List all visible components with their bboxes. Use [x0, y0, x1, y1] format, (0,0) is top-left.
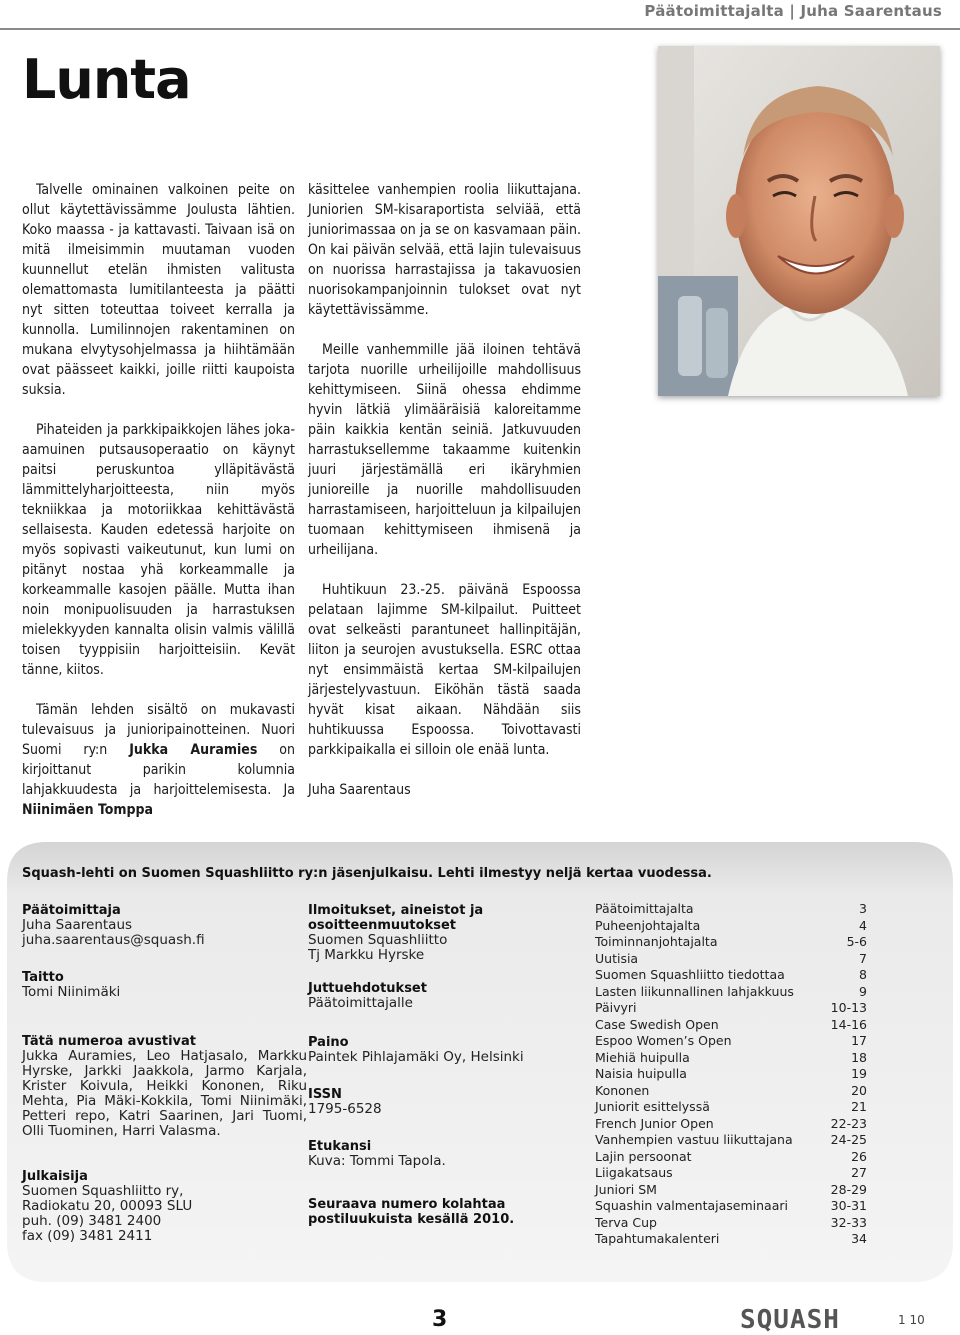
toc-title: Miehiä huipulla	[595, 1049, 690, 1065]
person-name: Jukka Auramies	[129, 742, 258, 758]
author-photo-image	[658, 46, 940, 396]
article-paragraph: Huhtikuun 23.-25. päivänä Espoossa pelataan lajimme SM-kilpailut. Puitteet ovat selkeästi parantuneet hallinpitäjän, liiton ja seurojen avustuksella. ESRC ottaa nyt ensimmäistä kertaa SM-kilpailujen järjestelyvastuun. Eiköhän tästä saada hyvät kisat aikaan. Nähdään siis huhtikuussa Espoossa. Toivottavasti parkkipaikalla ei silloin ole enää lunta.	[308, 582, 581, 758]
colophon-suggestions	[308, 981, 583, 1011]
article-paragraph: Talvelle ominainen valkoinen peite on ollut käytettävissämme Joulusta lähtien. Koko maassa - ja kattavasti. Taivaan isä on mitä ilmeisimmin muutaman vuoden kuunnellut etelän ihmisten valitusta olemattomasta lumitilanteesta ja päätti nyt sitten toteuttaa toiveet kerralla ja kunnolla. Lumilinnojen rakentaminen on mukana elvytysohjelmassa ja hiihtämään ovat päässeet kaikki, joille riitti kaupoista suksia.	[22, 182, 295, 398]
colophon-value: Suomen Squashliitto	[308, 932, 448, 948]
article-paragraph: Meille vanhemmille jää iloinen tehtävä tarjota nuorille urheilijoille mahdollisuus kehittymiseen. Siinä ohessa ehdimme hyvin lätkiä ylimääräisiä kaloreitamme päin kaikkia kentän seiniä. Jatkuvuuden harrastuksellemme takaamme kuitenkin juuri järjestämällä eri ikäryhmien junioreille ja nuorille mahdollisuuden harrastamiseen, harjoitteluun ja kilpailujen tuomaan kehittymiseen ihmisenä ja urheilijana.	[308, 342, 581, 558]
toc-title: Päätoimittajalta	[595, 901, 694, 916]
colophon-label: Etukansi	[308, 1139, 372, 1154]
colophon-cover	[308, 1139, 583, 1169]
toc-row	[595, 1149, 867, 1166]
article-title: Lunta	[22, 48, 191, 111]
colophon-label: Päätoimittaja	[22, 903, 121, 918]
colophon-issn	[308, 1087, 583, 1117]
toc-row	[595, 1231, 867, 1248]
toc-page: 30-31	[830, 1198, 867, 1213]
toc-page: 32-33	[830, 1214, 867, 1230]
toc-row	[595, 1033, 867, 1050]
toc-page: 9	[859, 983, 867, 999]
toc-page: 34	[851, 1231, 867, 1246]
toc-row	[595, 1017, 867, 1034]
colophon-value: Tomi Niinimäki	[22, 984, 121, 1000]
toc-page: 14-16	[830, 1016, 867, 1032]
article-column-1	[22, 180, 295, 840]
toc-page: 18	[851, 1049, 867, 1065]
toc-page: 7	[859, 950, 867, 966]
table-of-contents	[595, 901, 867, 1248]
toc-title: Puheenjohtajalta	[595, 917, 701, 933]
toc-row	[595, 1215, 867, 1232]
toc-page: 28-29	[830, 1181, 867, 1197]
squash-logo: SQUASH	[740, 1305, 840, 1335]
toc-title: Espoo Women’s Open	[595, 1033, 732, 1048]
toc-page: 4	[859, 917, 867, 933]
toc-title: Lasten liikunnallinen lahjakkuus	[595, 983, 794, 999]
article-column-2	[308, 180, 581, 820]
toc-row	[595, 1066, 867, 1083]
colophon-value: fax (09) 3481 2411	[22, 1228, 153, 1244]
colophon-value: Jukka Auramies, Leo Hatjasalo, Markku Hyrske, Jarkki Jaakkola, Jarmo Karjala, Krister Koivula, Heikki Kononen, Riku Mehta, Pia Mäki-Kokkila, Tomi Niinimäki, Petteri repo, Katri Saarinen, Jari Tuomi, Olli Tuominen, Harri Valasma.	[22, 1048, 307, 1139]
toc-title: Suomen Squashliitto tiedottaa	[595, 967, 785, 982]
colophon-heading: Squash-lehti on Suomen Squashliitto ry:n jäsenjulkaisu. Lehti ilmestyy neljä kertaa vuodessa.	[22, 866, 712, 881]
toc-title: Päivyri	[595, 1000, 637, 1015]
toc-page: 24-25	[830, 1132, 867, 1147]
toc-page: 22-23	[830, 1115, 867, 1131]
colophon-value: Tj Markku Hyrske	[308, 947, 425, 963]
running-header: Päätoimittajalta | Juha Saarentaus	[644, 2, 942, 20]
issue-number: 1 10	[898, 1313, 925, 1327]
toc-page: 10-13	[830, 1000, 867, 1015]
colophon-layout	[22, 970, 307, 1000]
toc-row	[595, 967, 867, 984]
toc-page: 27	[851, 1165, 867, 1180]
colophon-label: Tätä numeroa avustivat	[22, 1034, 196, 1049]
colophon-label: Taitto	[22, 970, 64, 985]
toc-row	[595, 984, 867, 1001]
signature: Juha Saarentaus	[308, 782, 411, 798]
header-rule	[0, 28, 960, 30]
toc-title: Kononen	[595, 1082, 650, 1098]
toc-page: 3	[859, 901, 867, 916]
toc-row	[595, 918, 867, 935]
toc-row	[595, 1182, 867, 1199]
toc-title: Uutisia	[595, 950, 639, 966]
toc-title: Lajin persoonat	[595, 1148, 692, 1164]
toc-page: 20	[851, 1082, 867, 1098]
colophon-label: Juttuehdotukset	[308, 981, 427, 996]
colophon-value: Juha Saarentaus	[22, 917, 133, 933]
toc-title: Terva Cup	[595, 1214, 657, 1230]
toc-row	[595, 1165, 867, 1182]
colophon-print	[308, 1035, 583, 1065]
person-name: Niinimäen Tomppa	[22, 802, 154, 818]
colophon-label: Julkaisija	[22, 1169, 88, 1184]
colophon-publisher	[22, 1169, 307, 1244]
toc-title: Liigakatsaus	[595, 1165, 673, 1180]
toc-title: Naisia huipulla	[595, 1066, 687, 1081]
toc-title: French Junior Open	[595, 1115, 714, 1131]
paragraph-text: Tämän lehden sisältö on mukavasti tulevaisuus ja junioripainotteinen. Nuori Suomi ry:n	[22, 702, 295, 758]
toc-title: Case Swedish Open	[595, 1016, 719, 1032]
colophon-middle-column	[308, 903, 583, 1227]
toc-row	[595, 1116, 867, 1133]
toc-page: 26	[851, 1148, 867, 1164]
toc-page: 17	[851, 1033, 867, 1048]
colophon-label: Ilmoitukset, aineistot ja osoitteenmuutokset	[308, 903, 484, 933]
toc-title: Tapahtumakalenteri	[595, 1231, 720, 1246]
colophon-value: puh. (09) 3481 2400	[22, 1213, 162, 1229]
paragraph-text: on kirjoittanut parikin kolumnia lahjakkuudesta ja harjoittelemisesta. Ja	[22, 742, 295, 798]
colophon-value: Radiokatu 20, 00093 SLU	[22, 1198, 193, 1214]
toc-row	[595, 1083, 867, 1100]
colophon-value: 1795-6528	[308, 1101, 382, 1117]
colophon-left-column	[22, 903, 307, 1262]
toc-row	[595, 951, 867, 968]
article-paragraph	[22, 700, 295, 820]
toc-page: 19	[851, 1066, 867, 1081]
toc-page: 8	[859, 967, 867, 982]
toc-page: 5-6	[846, 934, 867, 949]
toc-page: 21	[851, 1099, 867, 1114]
toc-row	[595, 1000, 867, 1017]
toc-row	[595, 934, 867, 951]
author-photo	[658, 46, 940, 396]
toc-row	[595, 1198, 867, 1215]
colophon-editor	[22, 903, 307, 948]
toc-row	[595, 901, 867, 918]
colophon-value: Päätoimittajalle	[308, 995, 413, 1011]
toc-title: Juniori SM	[595, 1181, 657, 1197]
page-number: 3	[432, 1307, 448, 1332]
colophon-value: Paintek Pihlajamäki Oy, Helsinki	[308, 1049, 524, 1065]
next-issue-note: Seuraava numero kolahtaa postiluukuista kesällä 2010.	[308, 1197, 515, 1227]
colophon-contributors	[22, 1034, 307, 1139]
colophon-value: Suomen Squashliitto ry,	[22, 1183, 184, 1199]
toc-title: Squashin valmentajaseminaari	[595, 1198, 788, 1213]
colophon-label: ISSN	[308, 1087, 342, 1102]
article-paragraph: käsittelee vanhempien roolia liikuttajana. Juniorien SM-kisaraportista selviää, että juniorimassaa on ja se on kasvamaan päin. On kai päivän selvää, että lajin tulevaisuus on nuorissa harrastajissa ja takavuosien nuorisokampanjoinnin tulokset ovat nyt käytettävissämme.	[308, 182, 581, 318]
toc-row	[595, 1132, 867, 1149]
toc-row	[595, 1050, 867, 1067]
article-paragraph: Pihateiden ja parkkipaikkojen lähes joka-aamuinen putsausoperaatio on käynyt paitsi peruskuntoa ylläpitävästä lämmittelyharjoitteesta, niin myös tekniikkaa ja motoriikkaa kehittävästä sellaisesta. Kauden edetessä harjoite on myös sopivasti vaikeutunut, kun lumi on pitänyt nostaa yhä korkeammalle ja korkeammalle kasojen päälle. Mutta ihan noin monipuolisuuden ja harrastuksen mielekkyyden kannalta olisin valmis välillä toisen tyyppisiin harjoitteisiin. Kevät tänne, kiitos.	[22, 422, 295, 678]
colophon-label: Paino	[308, 1035, 349, 1050]
colophon-email: juha.saarentaus@squash.fi	[22, 932, 205, 948]
colophon-value: Kuva: Tommi Tapola.	[308, 1153, 446, 1169]
toc-row	[595, 1099, 867, 1116]
toc-title: Juniorit esittelyssä	[595, 1099, 710, 1114]
toc-title: Toiminnanjohtajalta	[595, 934, 718, 949]
colophon-ads	[308, 903, 583, 963]
toc-title: Vanhempien vastuu liikuttajana	[595, 1132, 793, 1147]
